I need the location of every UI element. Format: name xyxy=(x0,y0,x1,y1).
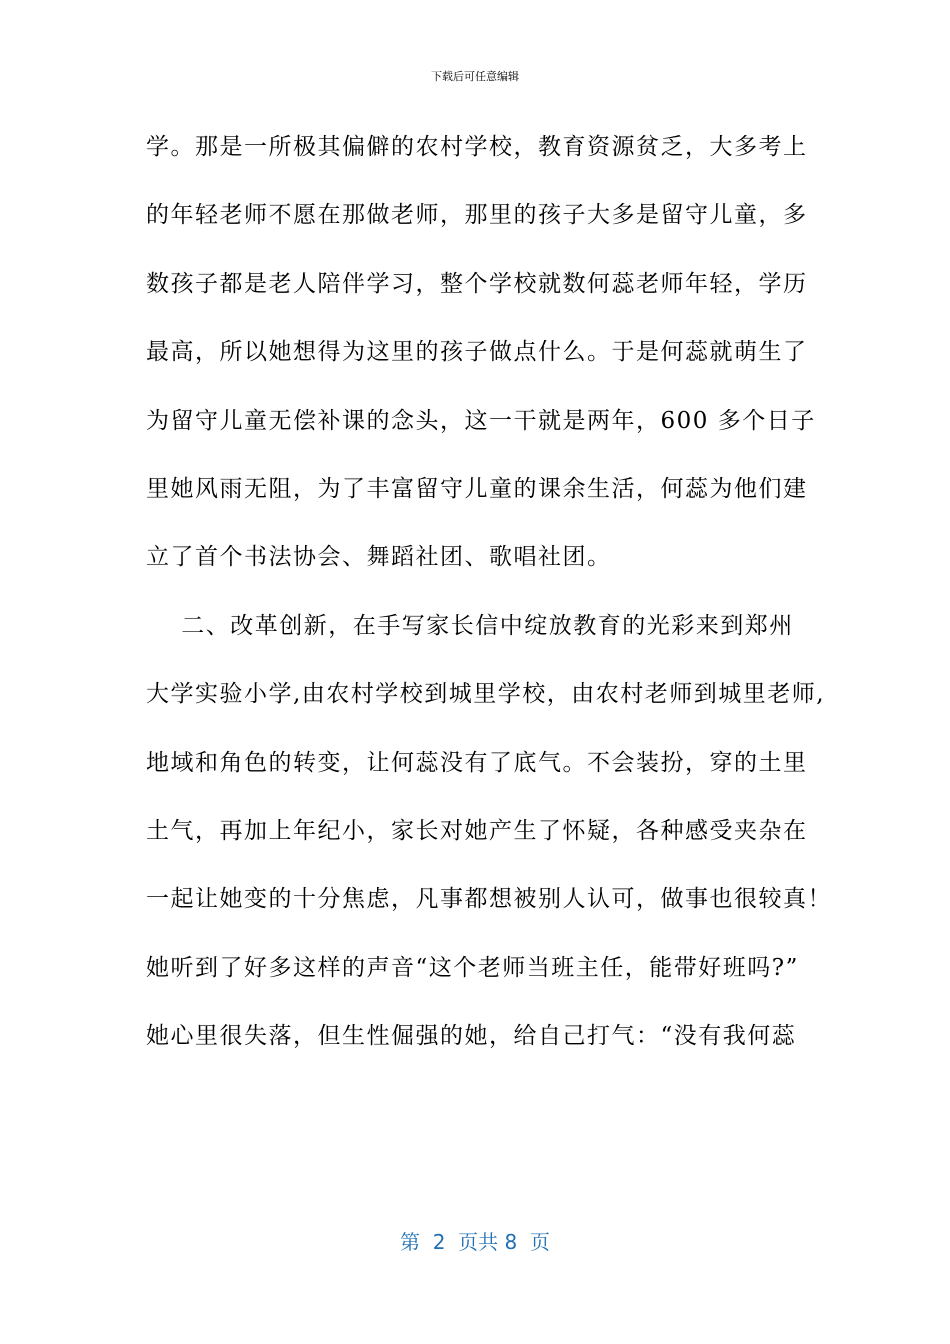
body-line: 的年轻老师不愿在那做老师，那里的孩子大多是留守儿童，多 xyxy=(146,202,808,229)
body-line: 地域和角色的转变，让何蕊没有了底气。不会装扮，穿的土里 xyxy=(146,749,808,776)
body-line: 最高，所以她想得为这里的孩子做点什么。于是何蕊就萌生了 xyxy=(146,339,808,366)
document-body xyxy=(146,127,832,1084)
body-line: 立了首个书法协会、舞蹈社团、歌唱社团。 xyxy=(146,544,612,571)
body-line: 大学实验小学,由农村学校到城里学校，由农村老师到城里老师, xyxy=(146,681,826,708)
page-number-footer: 第 2 页共 8 页 xyxy=(400,1230,550,1254)
body-line: 土气，再加上年纪小，家长对她产生了怀疑，各种感受夹杂在 xyxy=(146,817,808,844)
body-line: 二、改革创新，在手写家长信中绽放教育的光彩来到郑州 xyxy=(146,612,794,639)
body-line: 她心里很失落，但生性倔强的她，给自己打气：“没有我何蕊 xyxy=(146,1023,797,1050)
body-line: 数孩子都是老人陪伴学习，整个学校就数何蕊老师年轻，学历 xyxy=(146,270,808,297)
body-line: 里她风雨无阻，为了丰富留守儿童的课余生活，何蕊为他们建 xyxy=(146,475,808,502)
body-line: 学。那是一所极其偏僻的农村学校，教育资源贫乏，大多考上 xyxy=(146,134,808,160)
body-line: 一起让她变的十分焦虑，凡事都想被别人认可，做事也很较真！ xyxy=(146,886,832,913)
header-note: 下载后可任意编辑 xyxy=(431,70,519,83)
body-line: 为留守儿童无偿补课的念头，这一干就是两年，600 多个日子 xyxy=(146,407,816,434)
body-line: 她听到了好多这样的声音“这个老师当班主任，能带好班吗?” xyxy=(146,954,799,981)
